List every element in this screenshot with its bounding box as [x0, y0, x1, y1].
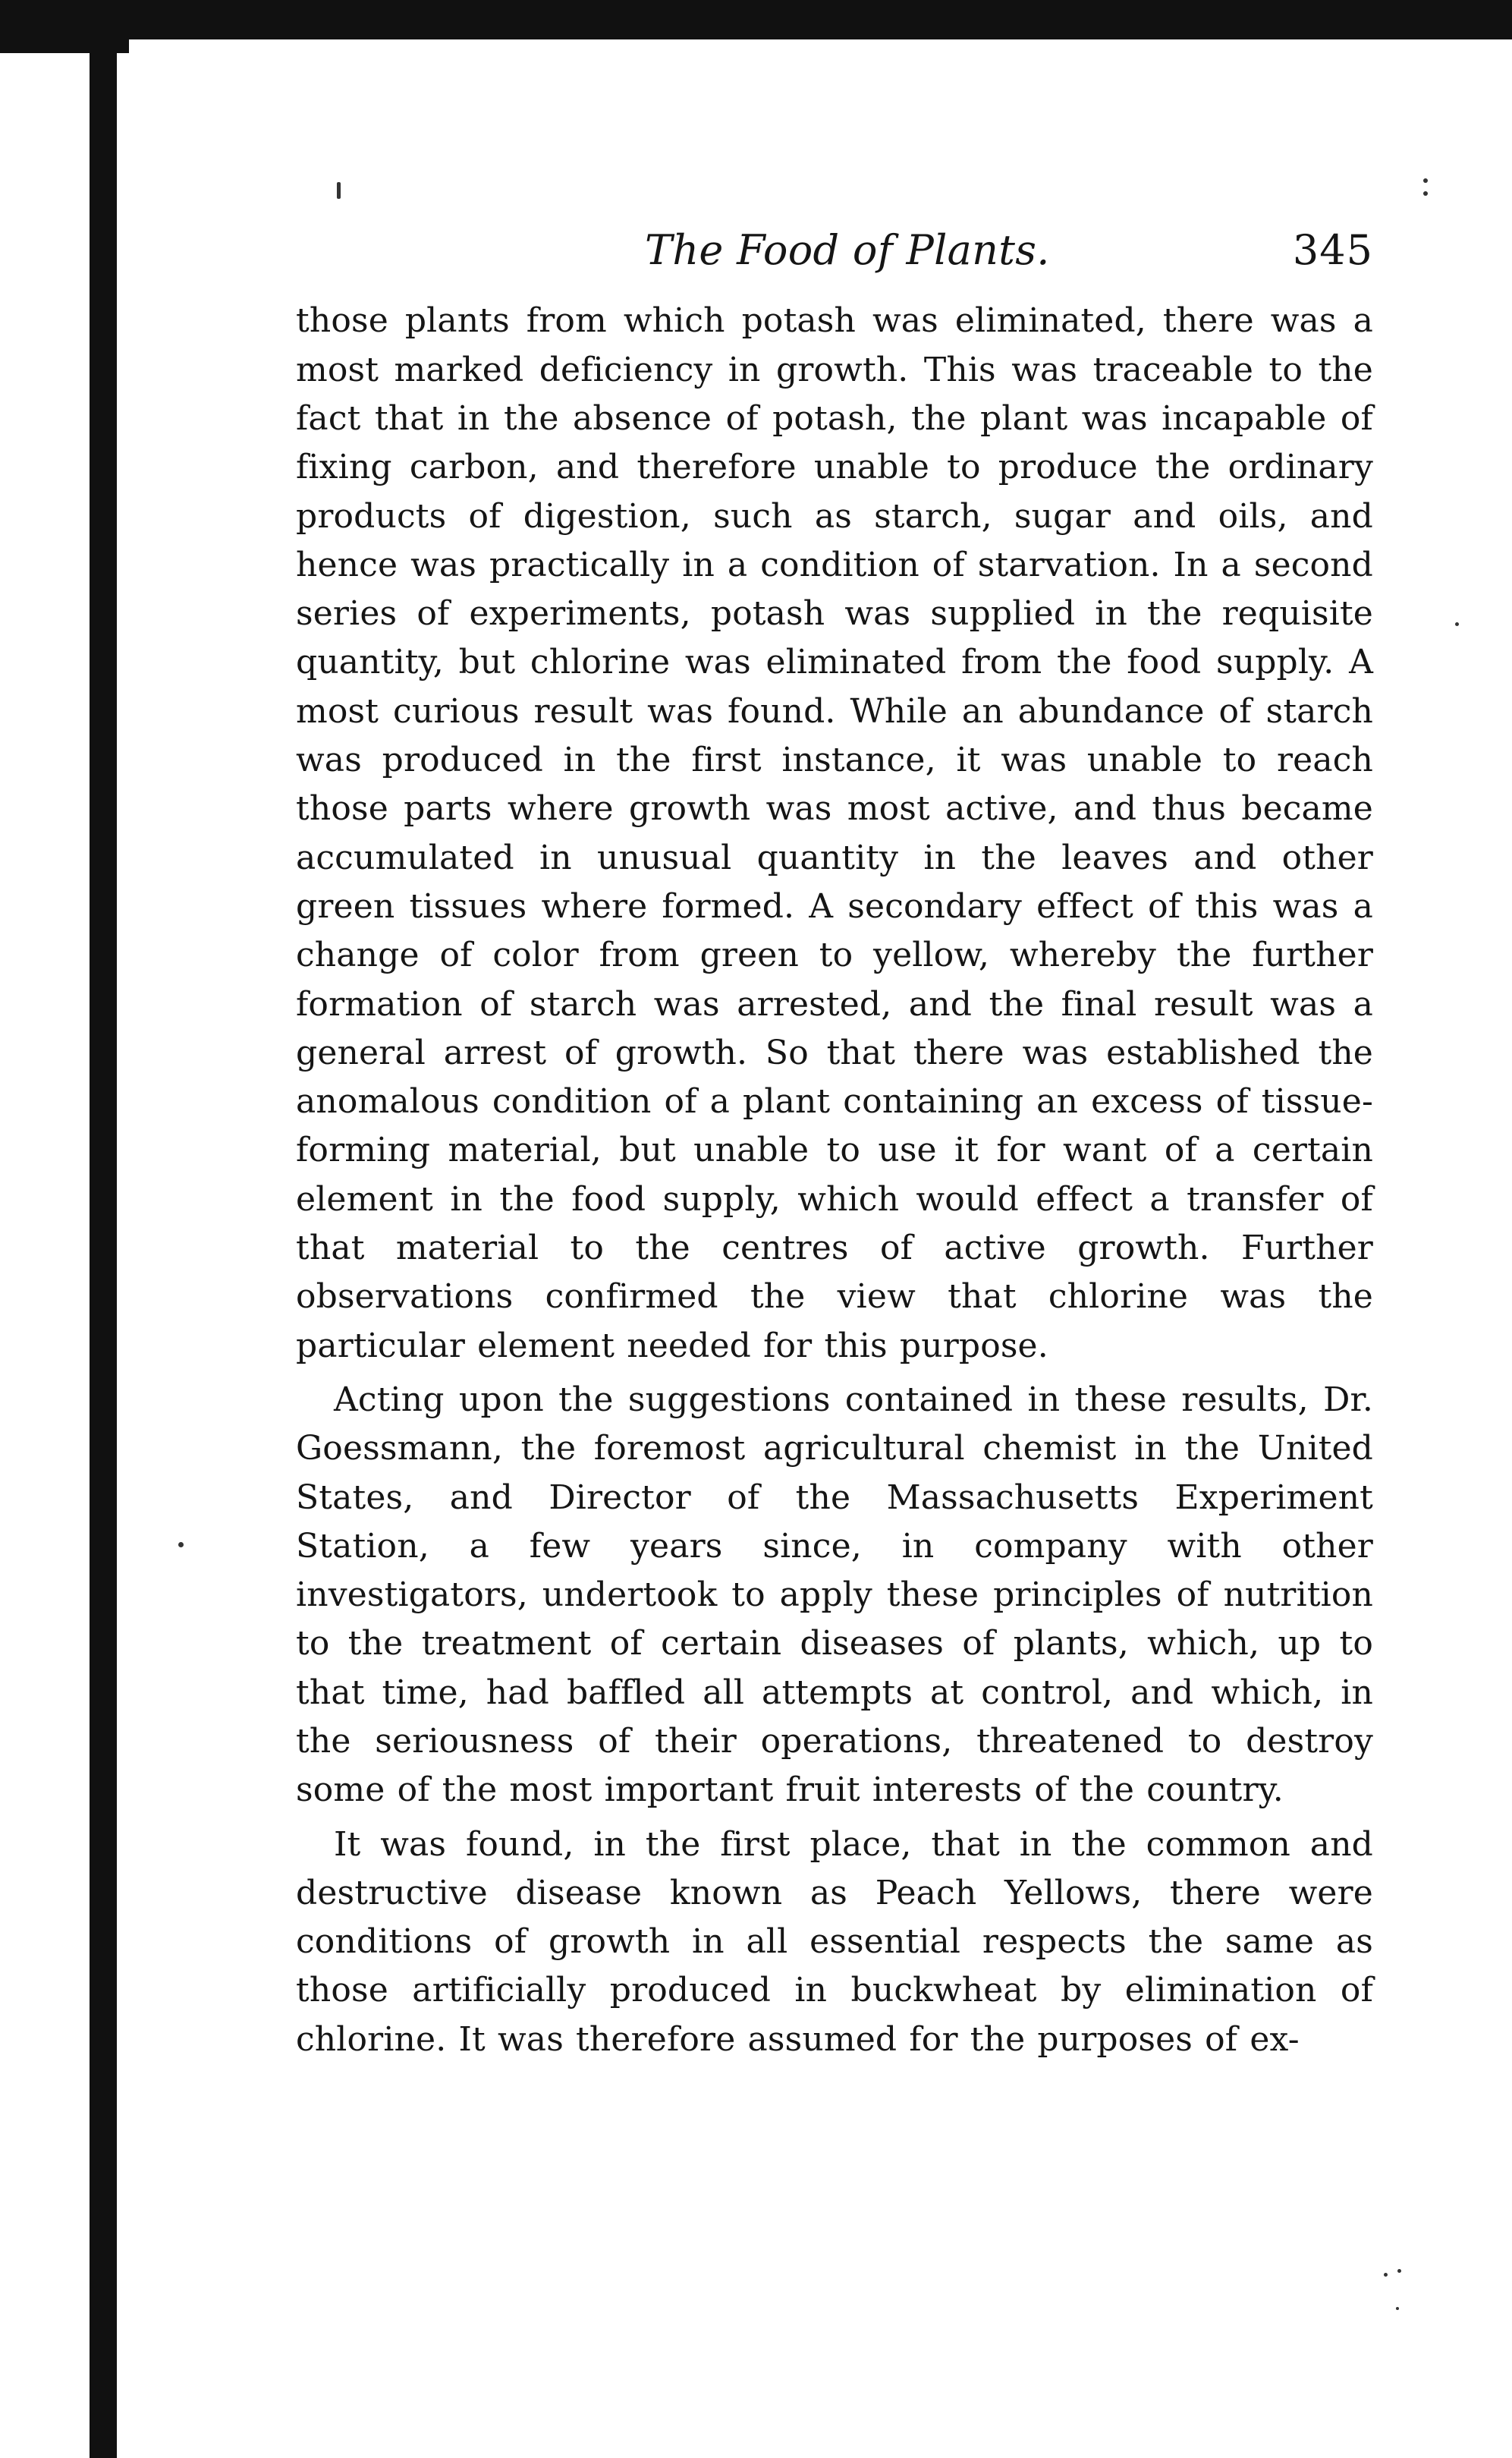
scan-speck [1423, 178, 1428, 183]
body-paragraph: It was found, in the first place, that in the common and destructive disease known as Peach Yellows, there were conditions of growth in all essential respects the same as those artificially produced in buckwheat by elimination of chlorine. It was therefore assumed for the purposes of ex- [296, 1824, 1373, 2059]
left-border-rule [90, 30, 117, 2458]
body-paragraph: those plants from which potash was eliminated, there was a most marked deficiency in growth. This was traceable to the fact that in the absence of potash, the plant was incapable of fixing carbon, and therefore unable to produce the ordinary products of digestion, such as starch, sugar and oils, and hence was practically in a condition of starvation. In a second series of experiments, potash was supplied in the requisite quantity, but chlorine was eliminated from the food supply. A most curious result was found. While an abundance of starch was produced in the first instance, it was unable to reach those parts where growth was most active, and thus became accumulated in unusual quantity in the leaves and other green tissues where formed. A secondary effect of this was a change of color from green to yellow, whereby the further formation of starch was arrested, and the final result was a general arrest of growth. So that there was established the anomalous condition of a plant containing an excess of tissue-forming material, but unable to use it for want of a certain element in the food supply, which would effect a transfer of that material to the centres of active growth. Further observations confirmed the view that chlorine was the particular element needed for this purpose. [296, 301, 1373, 1365]
body-paragraph: Acting upon the suggestions contained in these results, Dr. Goessmann, the foremost agricultural chemist in the United States, and Director of the Massachusetts Experiment Station, a few years since, in company with other investigators, undertook to apply these principles of nutrition to the treatment of certain diseases of plants, which, up to that time, had baffled all attempts at control, and which, in the seriousness of their operations, threatened to destroy some of the most important fruit interests of the country. [296, 1380, 1373, 1810]
scan-speck [1455, 622, 1459, 626]
scan-speck [1423, 191, 1428, 196]
scan-speck [337, 182, 341, 199]
scan-speck [1384, 2273, 1388, 2277]
scan-speck [1396, 2307, 1399, 2310]
book-page [296, 228, 1373, 2064]
page-number: 345 [1292, 226, 1373, 274]
scan-speck [178, 1542, 184, 1547]
running-title: The Food of Plants. [645, 226, 1050, 274]
running-header [296, 228, 1373, 272]
scan-speck [1397, 2269, 1401, 2273]
top-border-rule [0, 0, 1512, 39]
